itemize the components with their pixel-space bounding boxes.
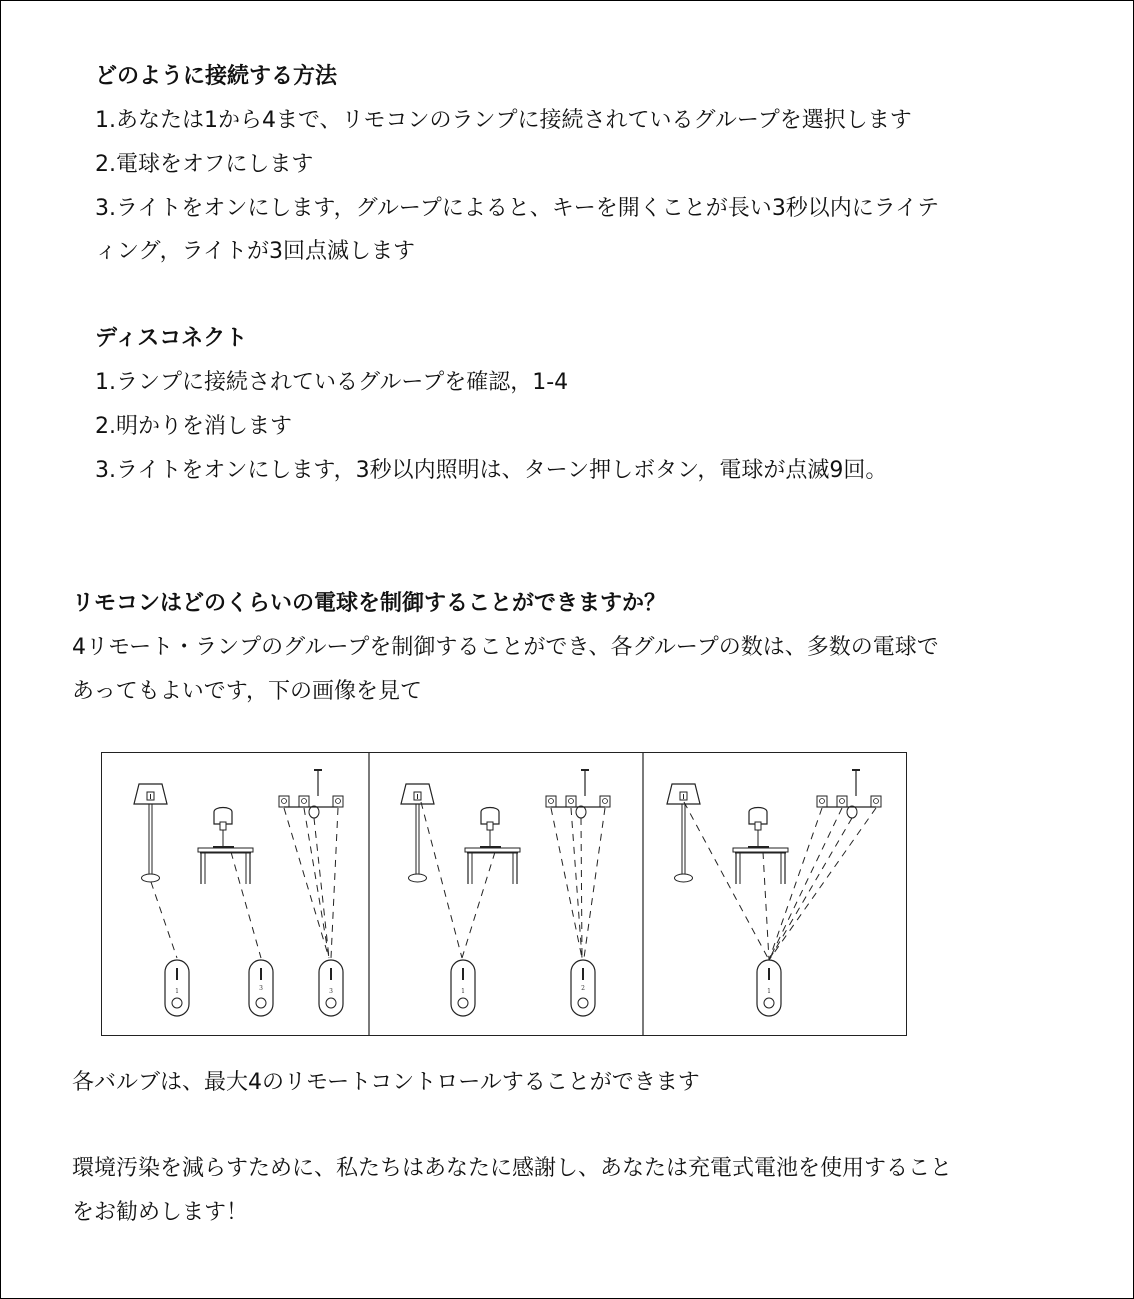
- remote-number: 1: [767, 988, 771, 995]
- faq-answer-line-2: あってもよいです，下の画像を見て: [72, 679, 423, 704]
- connect-step-3-continued: ィング，ライトが3回点滅します: [95, 239, 416, 264]
- faq-answer-line-1: 4リモート・ランプのグループを制御することができ、各グループの数は、多数の電球で: [72, 635, 939, 660]
- connect-step-2: 2.電球をオフにします: [95, 152, 314, 177]
- disconnect-step-2: 2.明かりを消します: [95, 414, 292, 439]
- eco-note-line-2: をお勧めします！: [72, 1200, 249, 1225]
- disconnect-step-1: 1.ランプに接続されているグループを確認，1-4: [95, 370, 569, 395]
- connect-section: [95, 62, 939, 267]
- faq-question: リモコンはどのくらいの電球を制御することができますか？: [72, 591, 667, 616]
- connect-title: どのように接続する方法: [95, 64, 338, 89]
- disconnect-title: ディスコネクト: [95, 326, 248, 351]
- faq-section: [72, 589, 939, 707]
- remote-number: 1: [461, 988, 465, 995]
- figure-border: [102, 753, 907, 1036]
- disconnect-section: [95, 324, 887, 486]
- connect-step-1: 1.あなたは1から4まで、リモコンのランプに接続されているグループを選択します: [95, 108, 912, 133]
- eco-note-line-1: 環境汚染を減らすために、私たちはあなたに感謝し、あなたは充電式電池を使用すること: [72, 1156, 953, 1181]
- bulb-remote-note: [72, 1068, 700, 1098]
- remote-number: 2: [581, 985, 585, 992]
- remote-number: 1: [175, 988, 179, 995]
- disconnect-step-3: 3.ライトをオンにします，3秒以内照明は、ターン押しボタン，電球が点滅9回。: [95, 458, 888, 483]
- eco-note: [72, 1154, 952, 1228]
- remote-number: 3: [329, 988, 333, 995]
- connect-step-3: 3.ライトをオンにします，グループによると、キーを開くことが長い3秒以内にライテ: [95, 196, 940, 221]
- bulb-remote-note-text: 各バルブは、最大4のリモートコントロールすることができます: [72, 1070, 700, 1095]
- remote-grouping-illustration: [101, 752, 907, 1036]
- remote-number: 3: [259, 985, 263, 992]
